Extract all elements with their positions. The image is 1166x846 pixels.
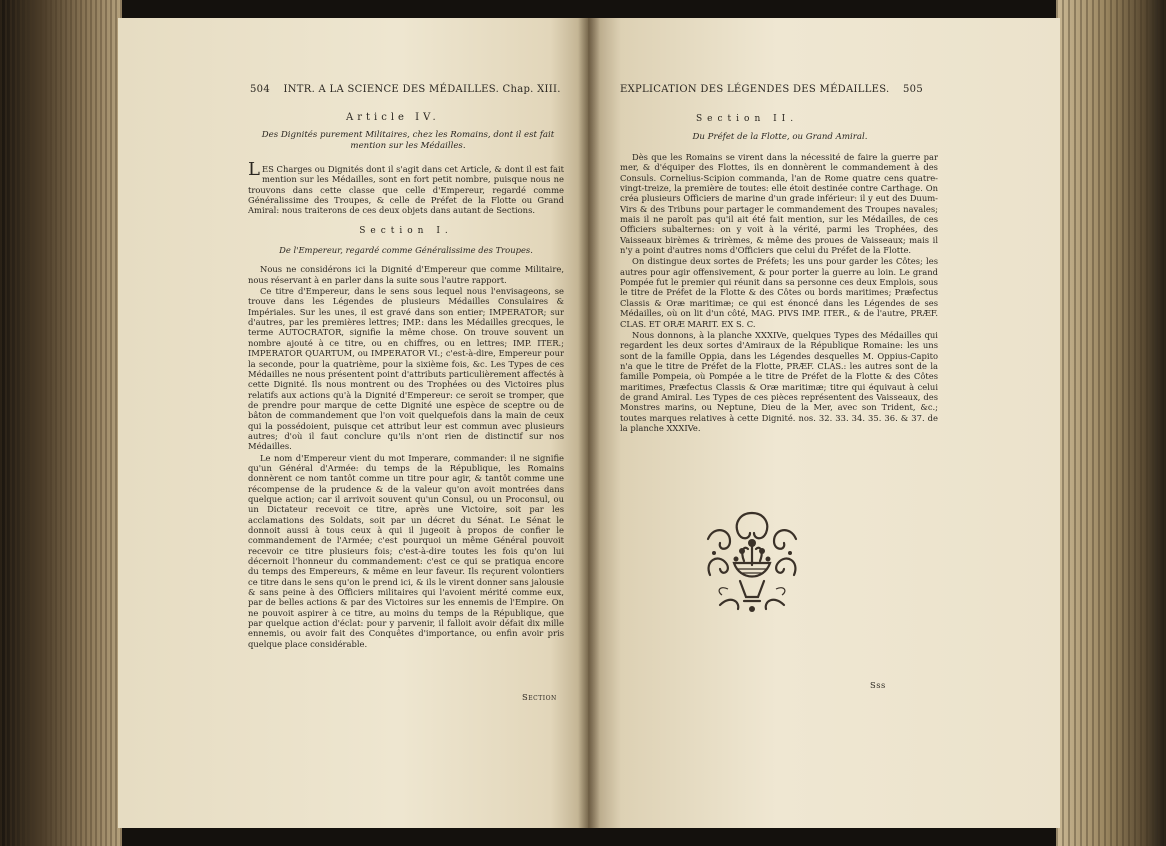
- left-running-head-row: [250, 84, 561, 95]
- article-title: Article IV.: [346, 112, 440, 123]
- right-running-head: EXPLICATION DES LÉGENDES DES MÉDAILLES.: [620, 84, 890, 95]
- right-page-number: 505: [903, 84, 923, 95]
- article-subtitle: Des Dignités purement Militaires, chez les Romains, dont il est fait mention sur les Médailles.: [261, 130, 555, 151]
- left-running-head: INTR. A LA SCIENCE DES MÉDAILLES. Chap. XIII.: [283, 84, 561, 95]
- right-running-head-row: [620, 84, 923, 95]
- left-text-column: [248, 158, 564, 698]
- right-paragraph: Nous donnons, à la planche XXXIVe, quelques Types des Médailles qui regardent les deux sortes d'Amiraux de la République Romaine: les uns sont de la famille Oppia, dans les Légendes desquelles M. Oppius-Capito n'a que le titre de Préfet de la Flotte, PRÆF. CLAS.: les autres sont de la famille Pompeia, où Pompée a le titre de Préfet de la Flotte & des Côtes maritimes, Præfectus Classis & Oræ maritimæ; titre qui équivaut à celui de grand Amiral. Les Types de ces pièces représentent des Vaisseaux, des Monstres marins, ou Neptune, Dieu de la Mer, avec son Trident, &c.; toutes marques relatives à cette Dignité. nos. 32. 33. 34. 35. 36. & 37. de la planche XXXIVe.: [620, 329, 938, 433]
- left-paragraph: Ce titre d'Empereur, dans le sens sous lequel nous l'envisageons, se trouve dans les Légendes de plusieurs Médailles Consulaires & Impériales. Sur les unes, il est gravé dans son entier; IMPERATOR; sur d'autres, par les premières lettres; IMP.: dans les Médailles grecques, le terme AUTOCRATOR, signifie la même chose. On trouve souvent un nombre ajouté à ce titre, ou en chiffres, ou en lettres; IMP. ITER.; IMPERATOR QUARTUM, ou IMPERATOR VI.; c'est-à-dire, Empereur pour la seconde, pour la quatrième, pour la sixième fois, &c. Les Types de ces Médailles ne nous présentent point d'attributs particulièrement affectés à cette Dignité. Ils nous montrent ou des Trophées ou des Victoires plus relatifs aux actions qu'à la Dignité d'Empereur: ce seroit se tromper, que de prendre pour marque de cette Dignité une espèce de sceptre ou de bâton de commandement que l'on voit quelquefois dans la main de ceux qui la possédoient, puisque cet attribut leur est commun avec plusieurs autres; d'où il faut conclure qu'ils n'ont rien de distinctif sur nos Médailles.: [248, 286, 564, 452]
- section-1-subtitle: De l'Empereur, regardé comme Généralissime des Troupes.: [279, 245, 533, 256]
- section-2-subtitle: Du Préfet de la Flotte, ou Grand Amiral.: [692, 132, 868, 142]
- floral-ornament-vignette: [700, 505, 804, 617]
- intro-paragraph: [248, 159, 564, 216]
- dropcap: L: [248, 159, 260, 180]
- intro-text: ES Charges ou Dignités dont il s'agit dans cet Article, & dont il est fait mention sur les Médailles, sont en fort petit nombre, puisque nous ne trouvons dans cette classe que celle d'Empereur, regardé comme Généralissime des Troupes, & celle de Préfet de la Flotte ou Grand Amiral: nous traiterons de ces deux objets dans autant de Sections.: [248, 164, 564, 216]
- left-page-stack-edge: [0, 0, 122, 846]
- right-paragraph: Dès que les Romains se virent dans la nécessité de faire la guerre par mer, & d'équiper des Flottes, ils en donnèrent le commandement à des Consuls. Cornelius-Scipion commanda, l'an de Rome quatre cens quatre-vingt-treize, la première de toutes: elle étoit destinée contre Carthage. On créa plusieurs Officiers de marine d'un grade inférieur: il y eut des Duum-Virs & des Tribuns pour partager le commandement des Troupes navales; mais il ne paroît pas qu'il ait été fait mention, sur les Médailles, de ces Officiers subalternes: on y voit à la vérité, parmi les Trophées, des Vaisseaux birèmes & trirèmes, & même des proues de Vaisseaux; mais il n'y a point d'autres noms d'Officiers que celui du Préfet de la Flotte.: [620, 152, 938, 256]
- signature-mark: Sss: [870, 680, 886, 690]
- left-page-number: 504: [250, 84, 270, 95]
- left-paragraph: Le nom d'Empereur vient du mot Imperare, commander: il ne signifie qu'un Général d'Armée: du temps de la République, les Romains donnèrent ce nom tantôt comme un titre pour agir, & tantôt comme une récompense de la prudence & de la valeur qu'on avoit montrées dans quelque action; car il arrivoit souvent qu'un Consul, ou un Proconsul, ou un Dictateur recevoit ce titre, après une Victoire, soit par les acclamations des Soldats, soit par un décret du Sénat. Le Sénat le donnoit aussi à tous ceux à qui il jugeoit à propos de confier le commandement de l'Armée; c'est pourquoi un même Général pouvoit recevoir ce titre plusieurs fois; c'est-à-dire toutes les fois qu'on lui décernoit l'honneur du commandement: c'est ce qui se pratiqua encore du temps des Empereurs, & même en leur faveur. Ils reçurent volontiers ce titre dans le sens qu'on le prend ici, & ils le virent donner sans jalousie & sans peine à des Officiers militaires qui l'avoient mérité comme eux, par de belles actions & par des Victoires sur les ennemis de l'Empire. On ne pouvoit aspirer à ce titre, au moins du temps de la République, que par quelque action d'éclat: pour y parvenir, il falloit avoir défait dix mille ennemis, ou avoir fait des Conquêtes d'importance, ou enfin avoir pris quelque place considérable.: [248, 452, 564, 649]
- section-1-title: Section I.: [359, 225, 453, 236]
- right-paragraph: On distingue deux sortes de Préfets; les uns pour garder les Côtes; les autres pour agir offensivement, & pour porter la guerre au loin. Le grand Pompée fut le premier qui réunit dans sa personne ces deux Emplois, sous le titre de Préfet de la Flotte & des Côtes ou bords maritimes; Præfectus Classis & Oræ maritimæ; ce qui est énoncé dans les Légendes de ses Médailles, où on lit d'un côté, MAG. PIVS IMP. ITER., & de l'autre, PRÆF. CLAS. ET ORÆ MARIT. EX S. C.: [620, 256, 938, 329]
- catchword: Section: [522, 692, 557, 702]
- section-2-title: Section II.: [696, 114, 799, 124]
- book-gutter: [578, 18, 600, 828]
- right-page-stack-edge: [1056, 0, 1166, 846]
- right-text-column: [620, 152, 938, 492]
- left-paragraph: Nous ne considérons ici la Dignité d'Empereur que comme Militaire, nous réservant à en parler dans la suite sous l'autre rapport.: [248, 264, 564, 285]
